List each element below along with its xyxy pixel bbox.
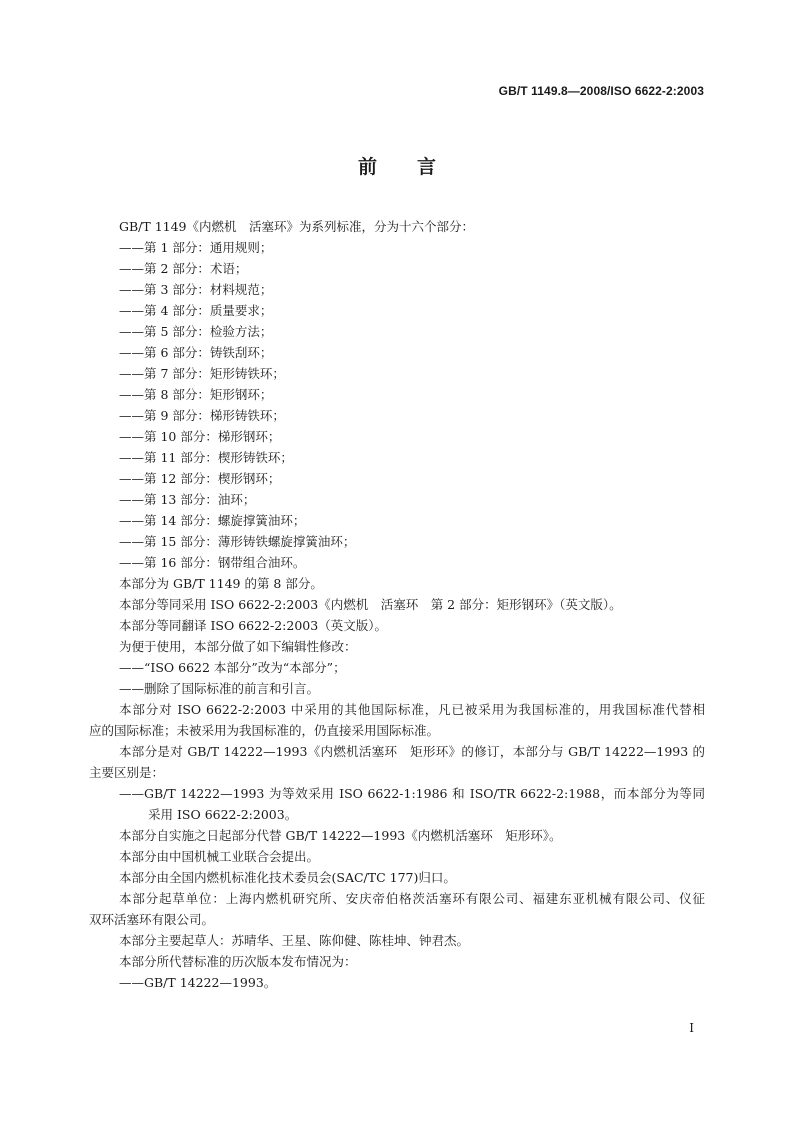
paragraph-line: 本部分是对 GB/T 14222—1993《内燃机活塞环 矩形环》的修订，本部分与 GB/T 14222—1993 的	[119, 744, 705, 759]
paragraph-line: ——第 11 部分：楔形铸铁环；	[119, 450, 293, 465]
paragraph-line: ——GB/T 14222—1993。	[119, 975, 277, 990]
paragraph-line: 本部分由中国机械工业联合会提出。	[119, 849, 320, 864]
paragraph-line: ——第 16 部分：钢带组合油环。	[119, 555, 306, 570]
paragraph-line: 本部分起草单位：上海内燃机研究所、安庆帝伯格茨活塞环有限公司、福建东亚机械有限公司、仪征	[119, 891, 705, 906]
foreword-body	[89, 216, 705, 993]
paragraph-line: 本部分等同翻译 ISO 6622-2:2003（英文版）。	[119, 618, 387, 633]
paragraph-line: ——第 3 部分：材料规范；	[119, 282, 273, 297]
paragraph-line: 为便于使用，本部分做了如下编辑性修改：	[119, 639, 357, 654]
standard-code: GB/T 1149.8—2008/ISO 6622-2:2003	[498, 84, 704, 98]
paragraph-line: ——删除了国际标准的前言和引言。	[119, 681, 320, 696]
paragraph-line: 本部分对 ISO 6622-2:2003 中采用的其他国际标准，凡已被采用为我国标准的，用我国标准代替相	[119, 702, 705, 717]
paragraph-line: 采用 ISO 6622-2:2003。	[148, 807, 298, 822]
paragraph-line: ——第 2 部分：术语；	[119, 261, 248, 276]
paragraph-line: ——第 12 部分：楔形钢环；	[119, 471, 281, 486]
paragraph-line: 本部分由全国内燃机标准化技术委员会(SAC/TC 177)归口。	[119, 870, 456, 885]
paragraph-line: 本部分所代替标准的历次版本发布情况为：	[119, 954, 357, 969]
paragraph-line: 本部分自实施之日起部分代替 GB/T 14222—1993《内燃机活塞环 矩形环》。	[119, 828, 562, 843]
paragraph-line: ——第 5 部分：检验方法；	[119, 324, 273, 339]
paragraph-line: ——第 14 部分：螺旋撑簧油环；	[119, 513, 306, 528]
paragraph-line: ——第 15 部分：薄形铸铁螺旋撑簧油环；	[119, 534, 356, 549]
paragraph-line: ——第 8 部分：矩形钢环；	[119, 387, 273, 402]
paragraph-line: 双环活塞环有限公司。	[89, 912, 215, 927]
paragraph-line: ——第 9 部分：梯形铸铁环；	[119, 408, 285, 423]
paragraph-line: GB/T 1149《内燃机 活塞环》为系列标准，分为十六个部分：	[119, 219, 475, 234]
paragraph-line: 应的国际标准；未被采用为我国标准的，仍直接采用国际标准。	[89, 723, 440, 738]
paragraph-line: ——第 4 部分：质量要求；	[119, 303, 273, 318]
paragraph-line: ——“ISO 6622 本部分”改为“本部分”；	[119, 660, 346, 675]
paragraph-line: ——第 7 部分：矩形铸铁环；	[119, 366, 285, 381]
page-title: 前言	[357, 156, 476, 178]
paragraph-line: ——第 13 部分：油环；	[119, 492, 256, 507]
paragraph-line: 本部分为 GB/T 1149 的第 8 部分。	[119, 576, 323, 591]
paragraph-line: 本部分等同采用 ISO 6622-2:2003《内燃机 活塞环 第 2 部分：矩形钢环》（英文版）。	[119, 597, 622, 612]
paragraph-line: 本部分主要起草人：苏晴华、王星、陈仰健、陈桂坤、钟君杰。	[119, 933, 470, 948]
paragraph-line: ——第 1 部分：通用规则；	[119, 240, 273, 255]
page-number: I	[689, 1021, 694, 1035]
paragraph-line: ——GB/T 14222—1993 为等效采用 ISO 6622-1:1986 和 ISO/TR 6622-2:1988，而本部分为等同	[119, 786, 705, 801]
paragraph-line: 主要区别是：	[89, 765, 165, 780]
paragraph-line: ——第 6 部分：铸铁刮环；	[119, 345, 273, 360]
paragraph-line: ——第 10 部分：梯形钢环；	[119, 429, 281, 444]
